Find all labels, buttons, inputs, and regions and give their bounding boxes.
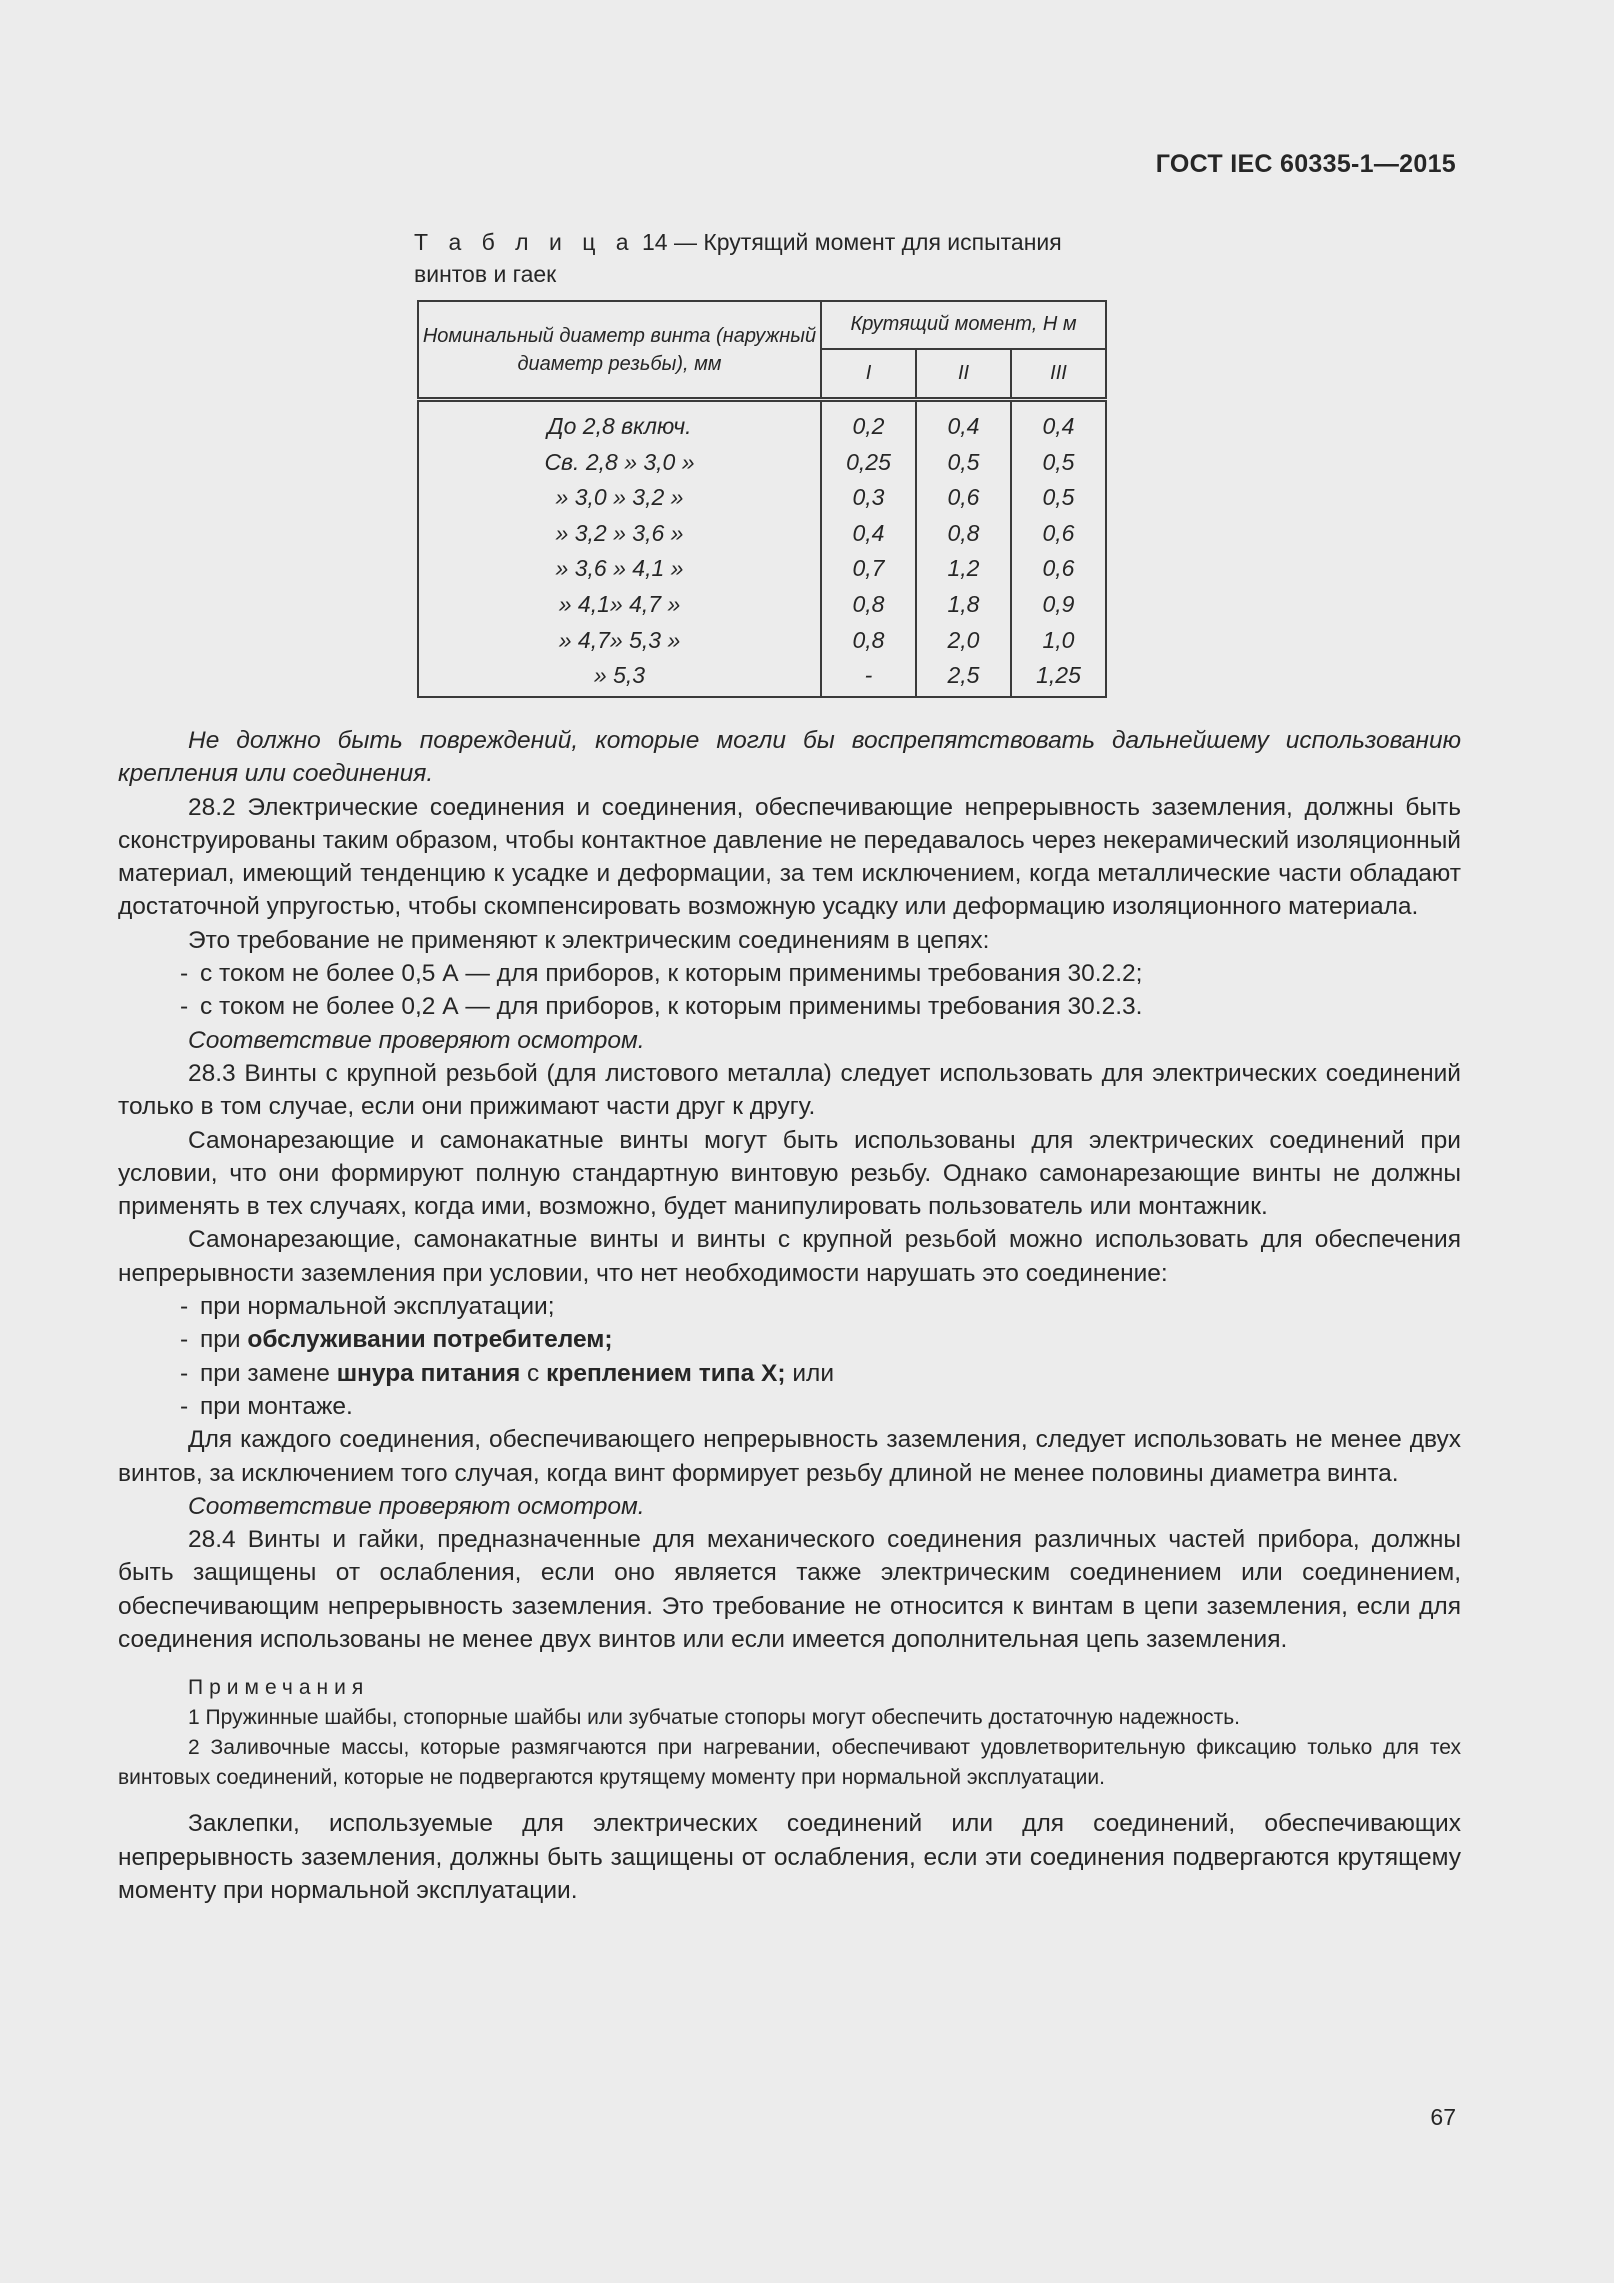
compliance-note: Соответствие проверяют осмотром. (188, 1026, 645, 1054)
table-cell: 0,4 (947, 413, 980, 439)
table-cell: 0,8 (852, 590, 885, 617)
table-cell: 0,6 (1042, 555, 1075, 582)
list-item (118, 1390, 1461, 1423)
torque-table (417, 300, 1107, 698)
table-caption-number: 14 (641, 229, 668, 255)
list-item-text: при замене (200, 1359, 337, 1387)
section-28-2: 28.2 Электрические соединения и соединения, обеспечивающие непрерывность заземления, должны быть сконструированы таким образом, чтобы контактное давление не передавалось через некерамический изоляционный материал, имеющий тенденцию к усадке и деформации, за тем исключением, когда металлические части обладают достаточной упругостью, чтобы скомпенсировать возможную усадку или деформацию изоляционного материала. (118, 793, 1461, 921)
list-item-text: с (520, 1359, 547, 1387)
notes-label: Примечания (188, 1676, 370, 1700)
table-cell: » 3,6 » 4,1 » (555, 555, 684, 582)
notes-block (118, 1673, 1461, 1793)
table-cell: - (864, 662, 873, 689)
table-cell: 0,5 (1042, 484, 1075, 511)
table-cell: » 5,3 (593, 662, 646, 689)
table-caption (414, 226, 1114, 290)
header-col-ii: II (916, 349, 1011, 400)
list-item-text: при монтаже. (200, 1392, 353, 1420)
moment-iii-column (1011, 400, 1106, 697)
list-dash: - (180, 1359, 189, 1387)
list-dash: - (180, 1326, 189, 1354)
table-cell: 0,3 (852, 484, 885, 511)
table-cell: 0,7 (852, 555, 885, 582)
table-cell: 0,8 (947, 519, 980, 546)
list-dash: - (180, 1392, 189, 1420)
defined-term: шнура питания (336, 1359, 521, 1387)
table-cell: 1,2 (947, 555, 980, 582)
table-caption-prefix: Т а б л и ц а (414, 229, 636, 255)
table-cell: 1,8 (947, 590, 980, 617)
body-text (118, 724, 1461, 1907)
note-2: 2 Заливочные массы, которые размягчаются при нагревании, обеспечивают удовлетворительную фиксацию только для тех винтовых соединений, которые не подвергаются крутящему моменту при нормальной эксплуатации. (118, 1736, 1461, 1790)
note-1: 1 Пружинные шайбы, стопорные шайбы или зубчатые стопоры могут обеспечить достаточную надежность. (188, 1706, 1240, 1730)
header-diameter: Номинальный диаметр винта (наружный диаметр резьбы), мм (418, 301, 821, 400)
table-cell: 0,4 (852, 519, 885, 546)
table-cell: 0,6 (1042, 519, 1075, 546)
list-item-text: или (785, 1359, 835, 1387)
table-cell: 1,25 (1036, 662, 1081, 689)
list-dash: - (180, 1293, 189, 1321)
table-cell: Св. 2,8 » 3,0 » (544, 448, 695, 475)
table-cell: 0,5 (1042, 448, 1075, 475)
paragraph: Самонарезающие, самонакатные винты и винты с крупной резьбой можно использовать для обеспечения непрерывности заземления при условии, что нет необходимости нарушать это соединение: (118, 1226, 1461, 1287)
paragraph: Самонарезающие и самонакатные винты могут быть использованы для электрических соединений при условии, что они формируют полную стандартную винтовую резьбу. Однако самонарезающие винты не должны применять в тех случаях, когда ими, возможно, будет манипулировать пользователь или монтажник. (118, 1126, 1461, 1221)
list-item (118, 957, 1461, 990)
list-dash: - (180, 993, 189, 1021)
paragraph: Это требование не применяют к электрическим соединениям в цепях: (188, 926, 990, 954)
moment-i-column (821, 400, 916, 697)
header-col-i: I (821, 349, 916, 400)
list-item-text: при (200, 1326, 248, 1354)
table-cell: 0,25 (846, 448, 891, 475)
document-code: ГОСТ IEC 60335-1—2015 (1155, 150, 1456, 178)
table-cell: 0,9 (1042, 590, 1075, 617)
list-dash: - (180, 960, 189, 988)
table-cell: 2,0 (947, 626, 980, 653)
list-item (118, 1323, 1461, 1356)
paragraph: Заклепки, используемые для электрических соединений или для соединений, обеспечивающих непрерывность заземления, должны быть защищены от ослабления, если эти соединения подвергаются крутящему моменту при нормальной эксплуатации. (118, 1810, 1461, 1904)
table-body-row (418, 400, 1106, 697)
section-28-4: 28.4 Винты и гайки, предназначенные для механического соединения различных частей прибора, должны быть защищены от ослабления, если оно является также электрическим соединением или соединением, обеспечивающим непрерывность заземления. Это требование не относится к винтам в цепи заземления, если для соединения использованы не менее двух винтов или если имеется дополнительная цепь заземления. (118, 1526, 1461, 1654)
moment-ii-column (916, 400, 1011, 697)
list-item (118, 1357, 1461, 1390)
paragraph: Не должно быть повреждений, которые могли бы воспрепятствовать дальнейшему использованию крепления или соединения. (118, 727, 1461, 788)
paragraph: Для каждого соединения, обеспечивающего непрерывность заземления, следует использовать не менее двух винтов, за исключением того случая, когда винт формирует резьбу длиной не менее половины диаметра винта. (118, 1426, 1461, 1487)
list-item (118, 1290, 1461, 1323)
table-cell: 2,5 (947, 662, 980, 689)
table-cell: 0,2 (852, 413, 885, 439)
list-item-text: с током не более 0,5 А — для приборов, к которым применимы требования 30.2.2; (200, 960, 1143, 988)
page-number: 67 (1430, 2104, 1456, 2130)
list-item (118, 990, 1461, 1023)
table-header-row (418, 301, 1106, 349)
table-cell: 0,4 (1042, 413, 1075, 439)
table-cell: » 4,7» 5,3 » (558, 626, 681, 653)
table-cell: 0,6 (947, 484, 980, 511)
defined-term: креплением типа X; (546, 1359, 786, 1387)
table-cell: » 3,0 » 3,2 » (555, 484, 684, 511)
defined-term: обслуживании потребителем; (247, 1326, 613, 1354)
table-cell: 0,5 (947, 448, 980, 475)
table-cell: » 3,2 » 3,6 » (555, 519, 684, 546)
diameter-column (418, 400, 821, 697)
table-cell: 1,0 (1042, 626, 1075, 653)
list-item-text: при нормальной эксплуатации; (200, 1293, 555, 1321)
table-cell: До 2,8 включ. (547, 413, 692, 439)
header-col-iii: III (1011, 349, 1106, 400)
section-28-3: 28.3 Винты с крупной резьбой (для листового металла) следует использовать для электрических соединений только в том случае, если они прижимают части друг к другу. (118, 1059, 1461, 1121)
compliance-note: Соответствие проверяют осмотром. (188, 1492, 645, 1520)
header-moment: Крутящий момент, Н м (821, 301, 1106, 349)
list-item-text: с током не более 0,2 А — для приборов, к которым применимы требования 30.2.3. (200, 993, 1143, 1021)
table-caption-title: — Крутящий момент для испытания винтов и гаек (414, 229, 1062, 287)
table-cell: » 4,1» 4,7 » (558, 590, 681, 617)
table-cell: 0,8 (852, 626, 885, 653)
